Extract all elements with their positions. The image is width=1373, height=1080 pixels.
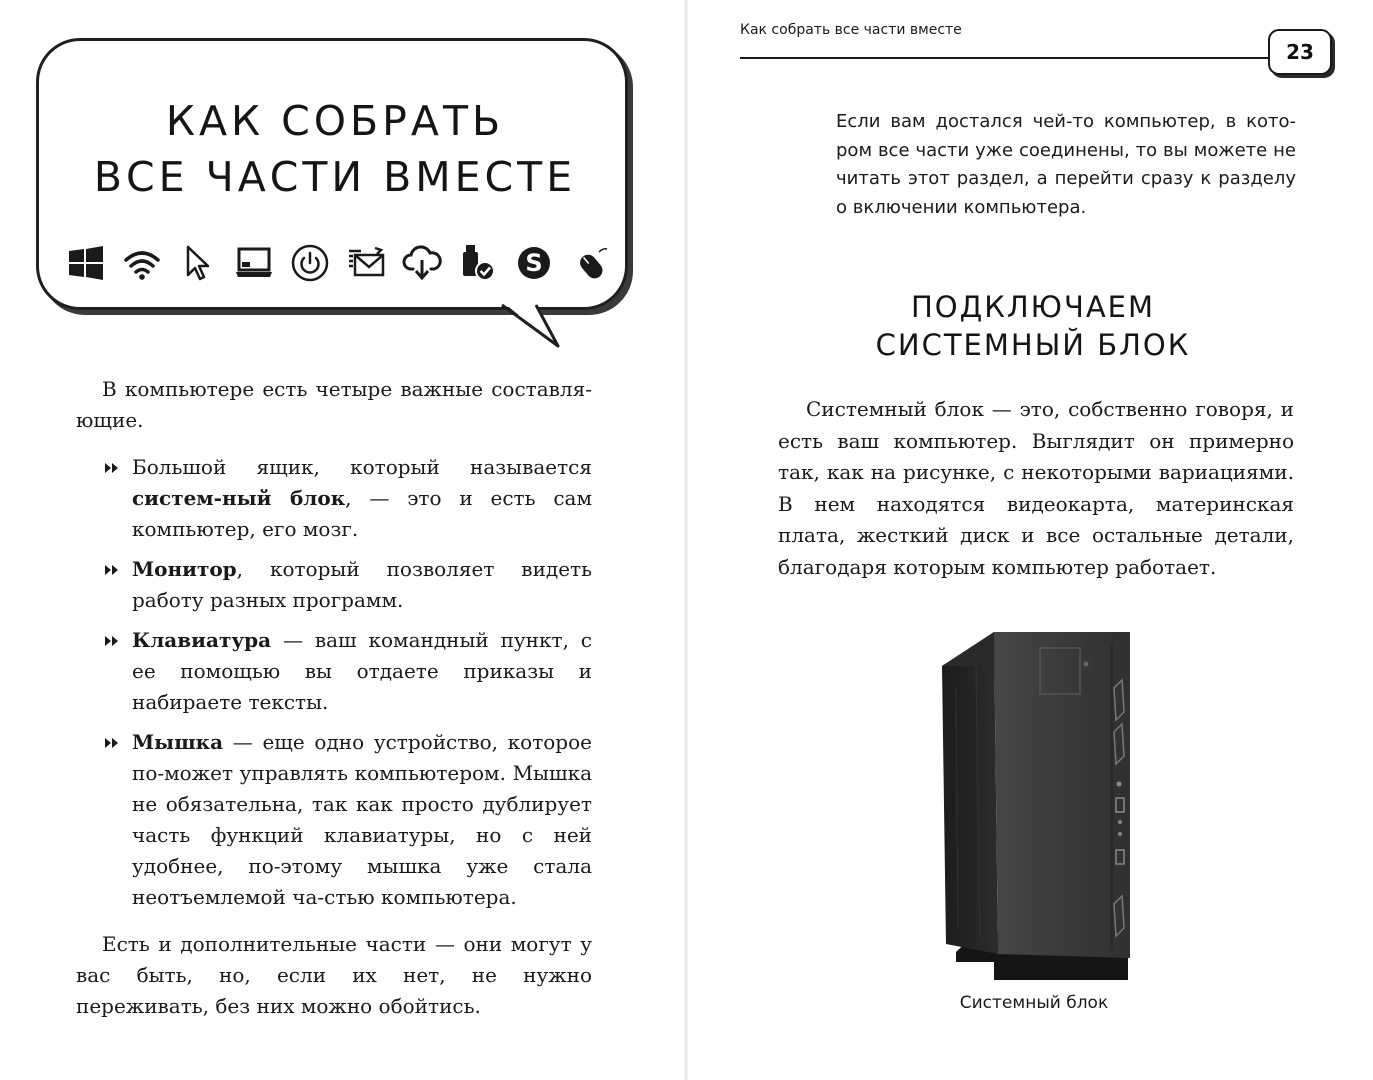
list-item-text: — еще одно устройство, которое по-может управлять компьютером. Мышка не обязательна, так как просто дублирует часть функций клавиатуры, но с ней удобнее, по-этому мышка уже стала неотъемлемой ча-стью компьютера. <box>132 730 592 909</box>
running-header: Как собрать все части вместе <box>740 22 962 38</box>
list-item-term: систем-ный блок <box>132 486 346 510</box>
email-icon <box>345 242 387 284</box>
mouse-icon <box>569 242 611 284</box>
speech-bubble-tail <box>496 300 566 348</box>
list-item-term: Монитор <box>132 557 237 581</box>
list-item <box>76 554 592 616</box>
laptop-icon <box>233 242 275 284</box>
list-item <box>76 625 592 718</box>
page-number: 23 <box>1268 29 1332 75</box>
system-unit-image <box>936 628 1136 980</box>
usb-check-icon <box>457 242 499 284</box>
cursor-icon <box>177 242 219 284</box>
power-icon <box>289 242 331 284</box>
chapter-icon-row <box>65 237 611 289</box>
list-item-term: Мышка <box>132 730 224 754</box>
header-rule <box>740 57 1270 59</box>
left-page <box>0 0 686 1080</box>
section-title-line-1: ПОДКЛЮЧАЕМ <box>910 290 1156 324</box>
section-title-line-2: СИСТЕМНЫЙ БЛОК <box>875 328 1191 362</box>
cloud-download-icon <box>401 242 443 284</box>
skype-icon <box>513 242 555 284</box>
double-arrow-icon <box>104 737 120 749</box>
list-item <box>76 452 592 545</box>
double-arrow-icon <box>104 635 120 647</box>
intro-paragraph: В компьютере есть четыре важные составля-ющие. <box>76 377 592 432</box>
chapter-title-line-1: КАК СОБРАТЬ <box>165 97 505 145</box>
right-page <box>686 0 1373 1080</box>
figure-caption: Системный блок <box>959 993 1109 1013</box>
list-item-text: Большой ящик, который называется <box>132 455 592 479</box>
list-item-text: , который позволяет видеть работу разных программ. <box>132 557 592 612</box>
chapter-title <box>39 93 631 205</box>
svg-text:S: S <box>525 249 543 277</box>
section-title <box>766 288 1300 364</box>
double-arrow-icon <box>104 462 120 474</box>
chapter-title-line-2: ВСЕ ЧАСТИ ВМЕСТЕ <box>93 153 577 201</box>
system-unit-paragraph: Системный блок — это, собственно говоря, и есть ваш компьютер. Выглядит он примерно так, как на рисунке, с некоторыми вариациями. В нем находятся видеокарта, материнская плата, жесткий диск и все остальные детали, благодаря которым компьютер работает. <box>778 397 1294 579</box>
list-item-text: — ваш командный пункт, с ее помощью вы отдаете приказы и набираете тексты. <box>132 628 592 714</box>
outro-paragraph: Есть и дополнительные части — они могут у вас быть, но, если их нет, не нужно переживать, без них можно обойтись. <box>76 932 592 1018</box>
wifi-icon <box>121 242 163 284</box>
double-arrow-icon <box>104 564 120 576</box>
note-paragraph: Если вам достался чей-то компьютер, в кото-ром все части уже соединены, то вы можете не читать этот раздел, а перейти сразу к разделу о включении компьютера. <box>836 111 1296 218</box>
chapter-speech-bubble <box>36 38 628 310</box>
components-list <box>76 452 592 913</box>
list-item-term: Клавиатура <box>132 628 272 652</box>
list-item-text: , — это и есть сам компьютер, его мозг. <box>132 486 592 541</box>
left-body-text <box>76 374 592 1022</box>
windows-icon <box>65 242 107 284</box>
list-item <box>76 727 592 913</box>
